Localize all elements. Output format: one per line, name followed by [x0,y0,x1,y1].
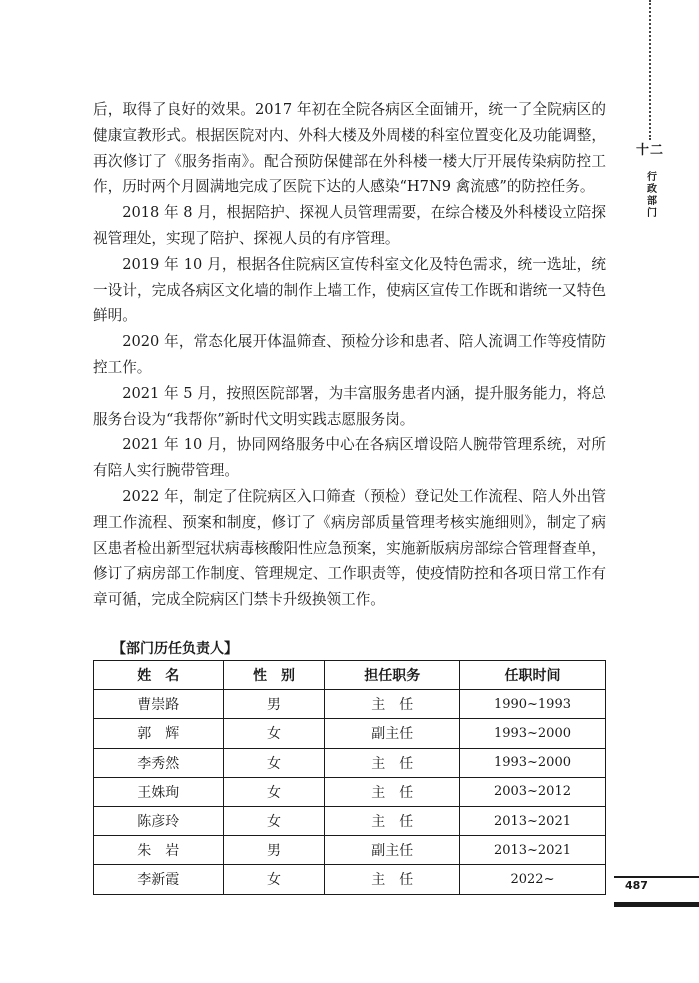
cell-position: 主 任 [325,806,459,835]
cell-tenure: 1990~1993 [459,690,605,719]
chapter-title: 行政部门 [644,171,656,219]
paragraph: 2021 年 5 月，按照医院部署，为丰富服务患者内涵，提升服务能力，将总服务台设为“我帮你”新时代文明实践志愿服务岗。 [93,384,606,428]
page-number: 487 [625,879,648,892]
table-row [94,777,606,806]
paragraph: 2018 年 8 月，根据陪护、探视人员管理需要，在综合楼及外科楼设立陪探视管理处，实现了陪护、探视人员的有序管理。 [93,204,606,247]
cell-position: 主 任 [325,748,459,777]
table-row [94,719,606,748]
cell-position: 主 任 [325,777,459,806]
body-text [93,97,606,613]
sidebar-dotted-rule [649,0,651,140]
cell-gender: 女 [223,777,325,806]
leaders-table [93,660,606,895]
cell-tenure: 2003~2012 [459,777,605,806]
cell-name: 李秀然 [94,748,224,777]
paragraph: 2021 年 10 月，协同网络服务中心在各病区增设陪人腕带管理系统，对所有陪人实行腕带管理。 [93,436,606,480]
paragraph: 后，取得了良好的效果。2017 年初在全院各病区全面铺开，统一了全院病区的健康宣教形式。根据医院对内、外科大楼及外周楼的科室位置变化及功能调整，再次修订了《服务指南》。配合预防保健部在外科楼一楼大厅开展传染病防控工作，历时两个月圆满地完成了医院下达的人感染“H7N9 禽流感”的防控任务。 [93,101,606,196]
paragraph: 2020 年，常态化展开体温筛查、预检分诊和患者、陪人流调工作等疫情防控工作。 [93,333,606,376]
cell-tenure: 2022~ [459,865,605,894]
table-header-row [94,661,606,690]
header-gender: 性 别 [223,661,325,690]
table-row [94,806,606,835]
cell-gender: 女 [223,865,325,894]
paragraph: 2022 年，制定了住院病区入口筛查（预检）登记处工作流程、陪人外出管理工作流程、预案和制度，修订了《病房部质量管理考核实施细则》，制定了病区患者检出新型冠状病毒核酸阳性应急预案，实施新版病房部综合管理督查单，修订了病房部工作制度、管理规定、工作职责等，使疫情防控和各项日常工作有章可循，完成全院病区门禁卡升级换领工作。 [93,487,606,609]
cell-position: 主 任 [325,690,459,719]
cell-name: 陈彦玲 [94,806,224,835]
cell-position: 副主任 [325,719,459,748]
header-name: 姓 名 [94,661,224,690]
cell-name: 王姝珣 [94,777,224,806]
cell-tenure: 2013~2021 [459,836,605,865]
section-title: 【部门历任负责人】 [112,641,238,657]
cell-name: 朱 岩 [94,836,224,865]
chapter-tab [636,143,664,219]
cell-gender: 男 [223,690,325,719]
cell-gender: 女 [223,748,325,777]
header-tenure: 任职时间 [459,661,605,690]
cell-name: 李新霞 [94,865,224,894]
cell-name: 曹崇路 [94,690,224,719]
header-position: 担任职务 [325,661,459,690]
table-row [94,690,606,719]
cell-gender: 女 [223,719,325,748]
cell-gender: 男 [223,836,325,865]
table-row [94,836,606,865]
table-row [94,748,606,777]
cell-tenure: 2013~2021 [459,806,605,835]
cell-position: 副主任 [325,836,459,865]
chapter-number: 十二 [636,143,665,158]
cell-tenure: 1993~2000 [459,748,605,777]
paragraph: 2019 年 10 月，根据各住院病区宣传科室文化及特色需求，统一选址，统一设计，完成各病区文化墙的制作上墙工作，使病区宣传工作既和谐统一又特色鲜明。 [93,255,606,325]
cell-name: 郭 辉 [94,719,224,748]
cell-gender: 女 [223,806,325,835]
table-row [94,865,606,894]
cell-position: 主 任 [325,865,459,894]
cell-tenure: 1993~2000 [459,719,605,748]
